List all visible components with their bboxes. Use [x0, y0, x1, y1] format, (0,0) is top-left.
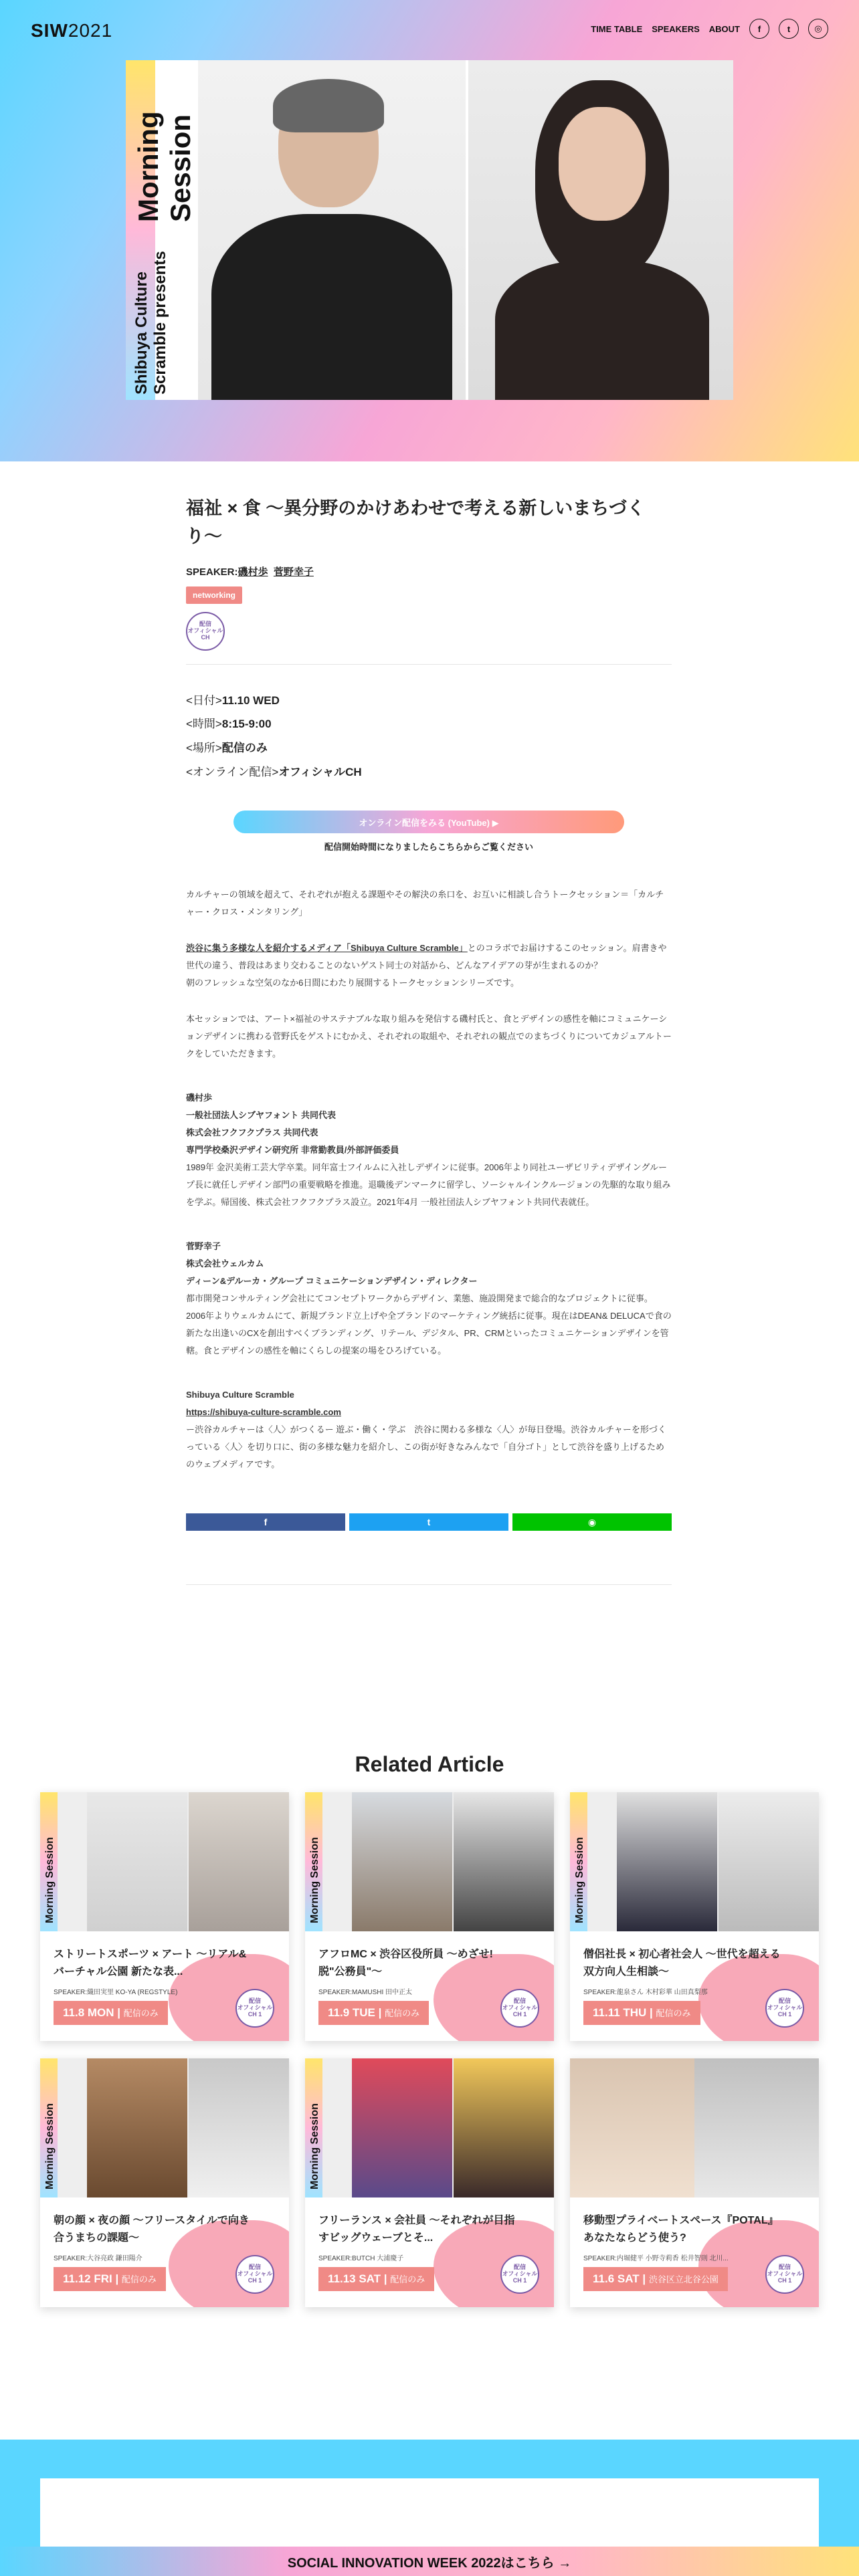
card-thumbnail: [40, 1792, 289, 1931]
body-paragraph: 渋谷に集う多様な人を紹介するメディア「Shibuya Culture Scramble」とのコラボでお届けするこのセッション。肩書きや世代の違う、普段はあまり交わることのないゲスト同士の対話から、どんなアイデアの芽が生まれるのか？ 朝のフレッシュな空気のなか6日間にわたり展開するトークセッションシリーズです。: [186, 943, 667, 988]
card-speaker: SPEAKER:MAMUSHI 田中正太: [318, 1989, 413, 1996]
card-date: 11.9 TUE | 配信のみ: [318, 2001, 429, 2025]
badge-line: 配信: [199, 620, 211, 627]
official-ch-badge: 配信 オフィシャル CH 1: [235, 1989, 274, 2028]
event-info: [186, 689, 672, 784]
official-ch-badge: 配信 オフィシャル CH 1: [500, 1989, 539, 2028]
official-ch-badge: [186, 612, 225, 651]
speaker-line: [186, 564, 672, 578]
twitter-share-button[interactable]: t: [349, 1513, 508, 1531]
card-session-label: Morning Session: [44, 2103, 56, 2189]
category-tag[interactable]: networking: [186, 586, 242, 604]
bio-speaker-2: 菅野幸子 株式会社ウェルカム ディーン&デルーカ・グループ コミュニケーションデザイン・ディレクター 都市開発コンサルティング会社にてコンセプトワークからデザイン、業態、施設開発まで総合的なプロジェクトに従事。2006年よりウェルカムにて、新規ブランド立上げや全ブランドのマーケティング統括に従事。現在はDEAN& DELUCAで食の新たな出逢いのCXを創出すべくブランディング、リテール、デジタル、PR、CRMといったコミュニケーションデザインを管轄。食とデザインの感性を軸にくらしの提案の場をひろげている。: [186, 1241, 672, 1356]
speaker-photo-right: [468, 60, 733, 400]
card-speaker: SPEAKER:BUTCH 大浦慶子: [318, 2255, 404, 2262]
twitter-icon[interactable]: t: [779, 19, 799, 39]
speaker-link-1[interactable]: 磯村歩: [237, 566, 268, 578]
presents-text: Shibuya Culture Scramble presents: [132, 251, 169, 395]
media-info: Shibuya Culture Scramble https://shibuya-culture-scramble.com ー渋谷カルチャーは〈人〉がつくるー 遊ぶ・働く・学ぶ 渋谷に関わる多様な〈人〉が毎日登場。渋谷カルチャーを形づくっている〈人〉を切り口に、街の多様な魅力を紹介し、この街が好きなみんなで「自分ゴト」として渋谷を盛り上げるためのウェブメディアです。: [186, 1390, 666, 1470]
line-share-button[interactable]: ◉: [512, 1513, 672, 1531]
card-title: アフロMC × 渋谷区役所員 〜めざせ!脱"公務員"〜: [318, 1949, 493, 1977]
official-ch-badge: 配信 オフィシャル CH 1: [235, 2255, 274, 2294]
card-date: 11.12 FRI | 配信のみ: [54, 2267, 166, 2291]
divider: [186, 1584, 672, 1585]
card-session-label: Morning Session: [574, 1837, 585, 1923]
card-thumbnail: [40, 2058, 289, 2197]
badge-line: CH: [201, 633, 210, 641]
speaker-prefix: SPEAKER:: [186, 566, 238, 578]
article-body: [186, 886, 672, 1473]
logo-text: SIW: [31, 20, 68, 41]
article: [186, 495, 672, 1598]
site-logo[interactable]: [31, 20, 112, 41]
related-card[interactable]: [570, 2058, 819, 2307]
facebook-share-button[interactable]: f: [186, 1513, 345, 1531]
top-nav: [591, 19, 828, 39]
related-card[interactable]: [40, 2058, 289, 2307]
card-title: 僧侶社長 × 初心者社会人 〜世代を超える双方向人生相談〜: [583, 1949, 781, 1977]
media-url-link[interactable]: https://shibuya-culture-scramble.com: [186, 1407, 341, 1418]
related-grid: [40, 1792, 819, 2307]
page-title: 福祉 × 食 〜異分野のかけあわせで考える新しいまちづくり〜: [186, 498, 646, 546]
info-time: <時間>8:15-9:00: [186, 718, 272, 731]
speaker-link-2[interactable]: 菅野幸子: [273, 566, 314, 578]
hero-image: [126, 60, 733, 400]
info-date: <日付>11.10 WED: [186, 693, 280, 707]
card-thumbnail: [305, 1792, 554, 1931]
hero-banner: [0, 0, 859, 461]
card-title: フリーランス × 会社員 〜それぞれが目指すビッグウェーブとそ...: [318, 2215, 515, 2244]
badge-line: オフィシャル: [187, 627, 223, 634]
info-place: <場所>配信のみ: [186, 742, 268, 755]
card-date: 11.6 SAT | 渋谷区立北谷公園: [583, 2267, 728, 2291]
card-date: 11.13 SAT | 配信のみ: [318, 2267, 434, 2291]
card-speaker: SPEAKER:織田実里 KO-YA (REGSTYLE): [54, 1989, 178, 1996]
related-card[interactable]: [305, 1792, 554, 2041]
facebook-icon[interactable]: f: [749, 19, 769, 39]
logo-year: 2021: [68, 20, 113, 41]
speaker-photo-left: [198, 60, 466, 400]
divider: [186, 664, 672, 665]
nav-about[interactable]: ABOUT: [708, 23, 740, 34]
related-title: Related Article: [355, 1752, 504, 1776]
official-ch-badge: 配信 オフィシャル CH 1: [765, 1989, 804, 2028]
card-speaker: SPEAKER:内堀健平 小野寺莉香 松井智則 北川...: [583, 2255, 729, 2262]
card-thumbnail: [570, 1792, 819, 1931]
card-date: 11.11 THU | 配信のみ: [583, 2001, 700, 2025]
related-card[interactable]: [305, 2058, 554, 2307]
card-session-label: Morning Session: [309, 2103, 320, 2189]
nav-timetable[interactable]: TIME TABLE: [591, 23, 643, 34]
instagram-icon[interactable]: ◎: [808, 19, 828, 39]
card-speaker: SPEAKER:龍泉さん 木村彩華 山田真梨那: [583, 1989, 708, 1996]
watch-online-button[interactable]: オンライン配信をみる (YouTube) ▶: [233, 811, 624, 833]
session-text: Morning Session: [132, 111, 196, 222]
card-thumbnail: [570, 2058, 819, 2197]
card-session-label: Morning Session: [309, 1837, 320, 1923]
nav-speakers[interactable]: SPEAKERS: [652, 23, 700, 34]
card-speaker: SPEAKER:大谷亮政 鎌田陽介: [54, 2255, 142, 2262]
card-session-label: Morning Session: [44, 1837, 56, 1923]
cta-note: 配信開始時間になりましたらこちらからご覧ください: [324, 842, 533, 853]
card-title: 朝の顔 × 夜の顔 〜フリースタイルで向き合うまちの課題〜: [54, 2215, 250, 2244]
media-link[interactable]: 渋谷に集う多様な人を紹介するメディア「Shibuya Culture Scramble」: [186, 943, 468, 954]
bio-speaker-1: 磯村歩 一般社団法人シブヤフォント 共同代表 株式会社フクフクプラス 共同代表 専門学校桑沢デザイン研究所 非常勤教員/外部評価委員 1989年 金沢美術工芸大学卒業。同年富士フイルムに入社しデザインに従事。2006年より同社ユーザビリティデザイングループ長に就任しデザイン部門の重要戦略を推進。退職後デンマークに留学し、ソーシャルインクルージョンの先駆的な取り組みを学ぶ。帰国後、株式会社フクフクプラス設立。2021年4月 一般社団法人シブヤフォント共同代表就任。: [186, 1093, 671, 1208]
share-bar: [186, 1513, 672, 1531]
related-card[interactable]: [40, 1792, 289, 2041]
official-ch-badge: 配信 オフィシャル CH 1: [765, 2255, 804, 2294]
card-date: 11.8 MON | 配信のみ: [54, 2001, 168, 2025]
body-paragraph: カルチャーの領域を超えて、それぞれが抱える課題やその解決の糸口を、お互いに相談し合うトークセッション＝「カルチャー・クロス・メンタリング」: [186, 889, 664, 918]
body-paragraph: 本セッションでは、アート×福祉のサステナブルな取り組みを発信する磯村氏と、食とデザインの感性を軸にコミュニケーションデザインに携わる菅野氏をゲストにむかえ、それぞれの取組や、それぞれの観点でのまちづくりについてカジュアルトークをしていただきます。: [186, 1014, 672, 1059]
official-ch-badge: 配信 オフィシャル CH 1: [500, 2255, 539, 2294]
session-title-vertical: [132, 80, 196, 395]
info-online: <オンライン配信>オフィシャルCH: [186, 765, 362, 778]
card-title: 移動型プライベートスペース『POTAL』あなたならどう使う?: [583, 2215, 779, 2244]
siw2022-link-bar[interactable]: SOCIAL INNOVATION WEEK 2022はこちら →: [0, 2547, 859, 2576]
card-thumbnail: [305, 2058, 554, 2197]
related-card[interactable]: [570, 1792, 819, 2041]
card-title: ストリートスポーツ × アート 〜リアル&バーチャル公園 新たな表...: [54, 1949, 247, 1977]
